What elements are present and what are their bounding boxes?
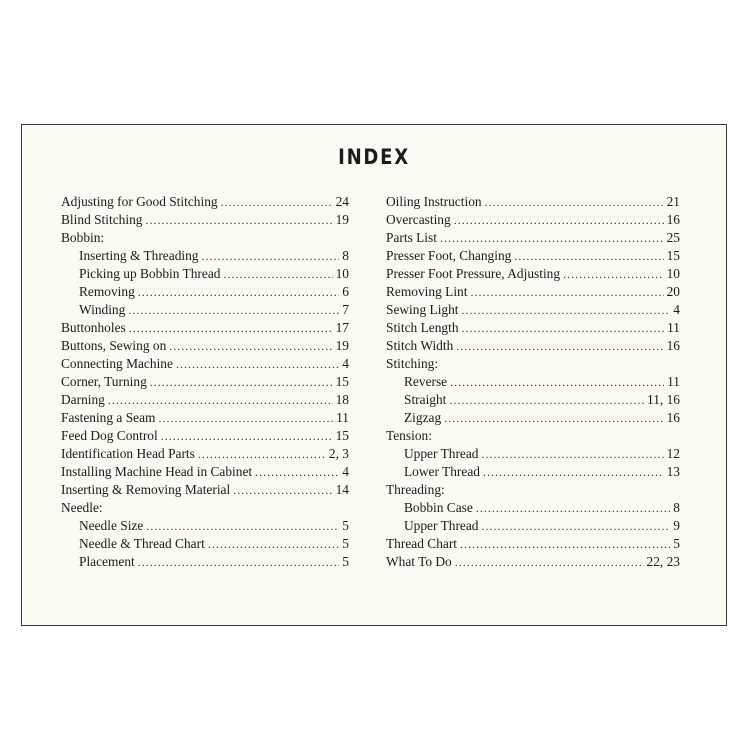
- entry-label: Bobbin:: [61, 230, 105, 245]
- page-title: INDEX: [338, 145, 410, 169]
- index-entry: [61, 211, 349, 229]
- entry-page-number: 16: [666, 212, 680, 227]
- entry-label: Upper Thread: [404, 446, 479, 461]
- dot-leader: [460, 535, 670, 553]
- index-entry: [386, 409, 680, 427]
- entry-page-number: 2, 3: [328, 446, 349, 461]
- index-entry: [61, 283, 349, 301]
- entry-label: Picking up Bobbin Thread: [79, 266, 221, 281]
- entry-page-number: 17: [335, 320, 349, 335]
- dot-leader: [223, 265, 332, 283]
- entry-label: Presser Foot, Changing: [386, 248, 512, 263]
- entry-label: Stitch Width: [386, 338, 454, 353]
- index-entry: [61, 517, 349, 535]
- entry-label: Stitch Length: [386, 320, 459, 335]
- entry-label: Installing Machine Head in Cabinet: [61, 464, 253, 479]
- entry-label: Connecting Machine: [61, 356, 173, 371]
- entry-label: Inserting & Threading: [79, 248, 199, 263]
- entry-label: Reverse: [404, 374, 448, 389]
- dot-leader: [145, 211, 332, 229]
- entry-label: What To Do: [386, 554, 452, 569]
- entry-label: Adjusting for Good Stitching: [61, 194, 218, 209]
- entry-page-number: 11: [667, 374, 680, 389]
- dot-leader: [449, 391, 644, 409]
- index-column-right: [386, 193, 680, 571]
- entry-page-number: 5: [342, 518, 349, 533]
- index-column-left: [61, 193, 349, 571]
- dot-leader: [444, 409, 663, 427]
- entry-label: Sewing Light: [386, 302, 459, 317]
- entry-page-number: 18: [335, 392, 349, 407]
- dot-leader: [129, 319, 333, 337]
- entry-page-number: 5: [673, 536, 680, 551]
- entry-page-number: 16: [666, 410, 680, 425]
- index-heading: [386, 355, 680, 373]
- dot-leader: [462, 301, 671, 319]
- entry-label: Overcasting: [386, 212, 451, 227]
- index-entry: [386, 283, 680, 301]
- index-entry: [386, 211, 680, 229]
- index-entry: [61, 319, 349, 337]
- entry-label: Inserting & Removing Material: [61, 482, 231, 497]
- entry-label: Blind Stitching: [61, 212, 143, 227]
- index-entry: [386, 391, 680, 409]
- entry-page-number: 6: [342, 284, 349, 299]
- entry-label: Needle & Thread Chart: [79, 536, 205, 551]
- dot-leader: [161, 427, 333, 445]
- entry-label: Tension:: [386, 428, 432, 443]
- entry-label: Lower Thread: [404, 464, 480, 479]
- entry-label: Removing: [79, 284, 135, 299]
- index-entry: [61, 301, 349, 319]
- index-entry: [61, 445, 349, 463]
- dot-leader: [255, 463, 339, 481]
- index-heading: [386, 427, 680, 445]
- index-entry: [61, 553, 349, 571]
- entry-page-number: 11: [336, 410, 349, 425]
- entry-page-number: 10: [335, 266, 349, 281]
- entry-label: Presser Foot Pressure, Adjusting: [386, 266, 561, 281]
- entry-page-number: 4: [342, 464, 349, 479]
- index-entry: [61, 535, 349, 553]
- entry-label: Buttons, Sewing on: [61, 338, 167, 353]
- entry-page-number: 5: [342, 536, 349, 551]
- dot-leader: [514, 247, 663, 265]
- entry-page-number: 5: [342, 554, 349, 569]
- entry-page-number: 4: [673, 302, 680, 317]
- dot-leader: [138, 553, 340, 571]
- entry-page-number: 15: [666, 248, 680, 263]
- entry-label: Stitching:: [386, 356, 439, 371]
- dot-leader: [470, 283, 663, 301]
- entry-label: Winding: [79, 302, 126, 317]
- index-heading: [61, 229, 349, 247]
- index-entry: [61, 481, 349, 499]
- index-entry: [386, 445, 680, 463]
- entry-page-number: 10: [666, 266, 680, 281]
- dot-leader: [482, 517, 671, 535]
- index-entry: [386, 535, 680, 553]
- dot-leader: [208, 535, 339, 553]
- index-entry: [61, 409, 349, 427]
- index-entry: [61, 391, 349, 409]
- entry-page-number: 13: [666, 464, 680, 479]
- index-heading: [61, 499, 349, 517]
- dot-leader: [233, 481, 332, 499]
- index-entry: [386, 247, 680, 265]
- index-entry: [61, 193, 349, 211]
- entry-label: Thread Chart: [386, 536, 458, 551]
- dot-leader: [455, 553, 644, 571]
- entry-page-number: 21: [666, 194, 680, 209]
- entry-page-number: 24: [335, 194, 349, 209]
- index-entry: [386, 553, 680, 571]
- entry-label: Upper Thread: [404, 518, 479, 533]
- dot-leader: [169, 337, 332, 355]
- dot-leader: [158, 409, 333, 427]
- index-entry: [386, 193, 680, 211]
- dot-leader: [198, 445, 326, 463]
- entry-label: Identification Head Parts: [61, 446, 195, 461]
- entry-page-number: 11, 16: [647, 392, 680, 407]
- index-entry: [386, 337, 680, 355]
- dot-leader: [462, 319, 665, 337]
- entry-label: Darning: [61, 392, 105, 407]
- entry-label: Threading:: [386, 482, 445, 497]
- entry-page-number: 7: [342, 302, 349, 317]
- dot-leader: [476, 499, 670, 517]
- index-entry: [61, 355, 349, 373]
- entry-label: Straight: [404, 392, 447, 407]
- index-entry: [386, 517, 680, 535]
- entry-label: Needle Size: [79, 518, 144, 533]
- dot-leader: [202, 247, 340, 265]
- entry-page-number: 20: [666, 284, 680, 299]
- dot-leader: [108, 391, 333, 409]
- entry-label: Oiling Instruction: [386, 194, 482, 209]
- index-page: [21, 124, 727, 626]
- index-entry: [386, 319, 680, 337]
- index-entry: [386, 229, 680, 247]
- index-entry: [61, 337, 349, 355]
- entry-label: Needle:: [61, 500, 103, 515]
- entry-label: Fastening a Seam: [61, 410, 156, 425]
- index-entry: [386, 499, 680, 517]
- index-entry: [61, 463, 349, 481]
- entry-page-number: 11: [667, 320, 680, 335]
- entry-page-number: 14: [335, 482, 349, 497]
- index-entry: [61, 265, 349, 283]
- entry-page-number: 22, 23: [646, 554, 680, 569]
- entry-label: Zigzag: [404, 410, 442, 425]
- entry-page-number: 9: [673, 518, 680, 533]
- index-entry: [386, 301, 680, 319]
- dot-leader: [482, 445, 664, 463]
- entry-label: Corner, Turning: [61, 374, 147, 389]
- entry-page-number: 15: [335, 428, 349, 443]
- index-heading: [386, 481, 680, 499]
- entry-page-number: 15: [335, 374, 349, 389]
- entry-page-number: 25: [666, 230, 680, 245]
- index-entry: [386, 463, 680, 481]
- index-entry: [61, 427, 349, 445]
- index-entry: [386, 373, 680, 391]
- entry-page-number: 8: [342, 248, 349, 263]
- dot-leader: [221, 193, 333, 211]
- entry-page-number: 8: [673, 500, 680, 515]
- dot-leader: [150, 373, 333, 391]
- dot-leader: [454, 211, 664, 229]
- entry-page-number: 19: [335, 212, 349, 227]
- entry-label: Placement: [79, 554, 135, 569]
- index-entry: [61, 373, 349, 391]
- entry-page-number: 12: [666, 446, 680, 461]
- index-entry: [61, 247, 349, 265]
- dot-leader: [440, 229, 664, 247]
- dot-leader: [146, 517, 339, 535]
- entry-page-number: 4: [342, 356, 349, 371]
- dot-leader: [138, 283, 340, 301]
- entry-page-number: 16: [666, 338, 680, 353]
- dot-leader: [563, 265, 664, 283]
- entry-label: Parts List: [386, 230, 437, 245]
- dot-leader: [176, 355, 339, 373]
- dot-leader: [485, 193, 664, 211]
- entry-label: Feed Dog Control: [61, 428, 158, 443]
- dot-leader: [483, 463, 664, 481]
- index-entry: [386, 265, 680, 283]
- dot-leader: [128, 301, 339, 319]
- entry-page-number: 19: [335, 338, 349, 353]
- dot-leader: [456, 337, 663, 355]
- entry-label: Buttonholes: [61, 320, 126, 335]
- entry-label: Removing Lint: [386, 284, 468, 299]
- dot-leader: [450, 373, 664, 391]
- entry-label: Bobbin Case: [404, 500, 473, 515]
